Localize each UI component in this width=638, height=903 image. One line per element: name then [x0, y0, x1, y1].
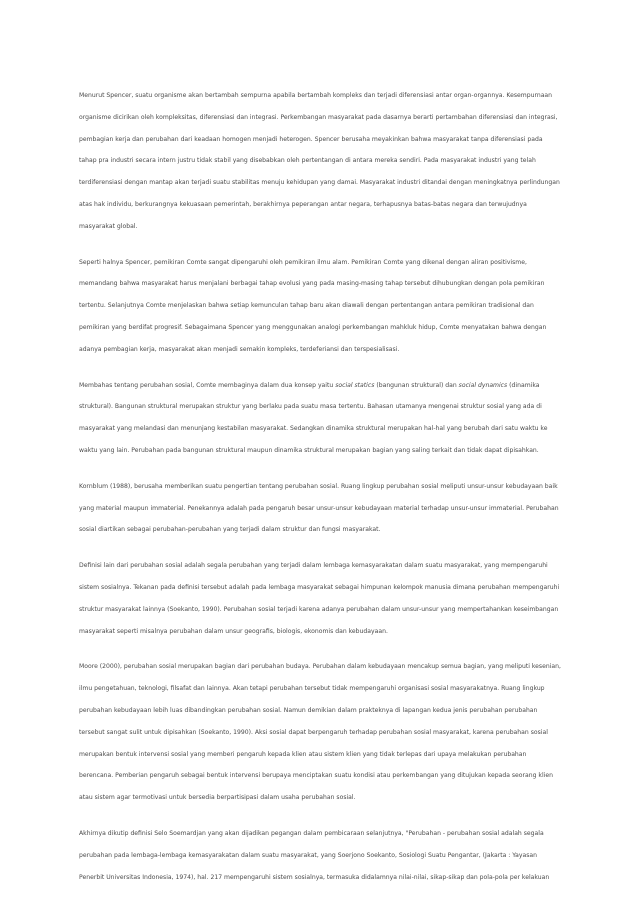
italic-term-social-statics: social statics — [335, 381, 375, 389]
paragraph-social-change-comte — [79, 375, 561, 462]
paragraph-spencer — [79, 85, 561, 238]
paragraph-kornblum — [79, 476, 561, 541]
paragraph-moore — [79, 656, 561, 809]
italic-term-social-dynamics: social dynamics — [458, 381, 508, 389]
paragraph-comte — [79, 252, 561, 361]
paragraph-text: Moore (2000), perubahan sosial merupakan bagian dari perubahan budaya. Perubahan dalam kebudayaan mencakup semua bagian, yang meliputi kesenian, ilmu pengetahuan, teknologi, filsafat dan lainnya. Akan tetapi perubahan tersebut tidak mempengaruhi organisasi sosial masyarakatnya. Ruang lingkup perubahan kebudayaan lebih luas dibandingkan perubahan sosial. Namun demikian dalam prakteknya di lapangan kedua jenis perubahan perubahan tersebut sangat sulit untuk dipisahkan (Soekanto, 1990). Aksi sosial dapat berpengaruh terhadap perubahan sosial masyarakat, karena perubahan sosial merupakan bentuk intervensi sosial yang memberi pengaruh kepada klien atau sistem klien yang tidak terlepas dari upaya melakukan perubahan berencana. Pemberian pengaruh sebagai bentuk intervensi berupaya menciptakan suatu kondisi atau perkembangan yang ditujukan kepada seorang klien atau sistem agar termotivasi untuk bersedia berpartisipasi dalam usaha perubahan sosial. — [79, 663, 561, 802]
paragraph-text: Definisi lain dari perubahan sosial adalah segala perubahan yang terjadi dalam lembaga kemasyarakatan dalam suatu masyarakat, yang mempengaruhi sistem sosialnya. Tekanan pada definisi tersebut adalah pada lembaga masyarakat sebagai himpunan kelompok manusia dimana perubahan mempengaruhi struktur masyarakat lainnya (Soekanto, 1990). Perubahan sosial terjadi karena adanya perubahan dalam unsur-unsur yang mempertahankan keseimbangan masyarakat seperti misalnya perubahan dalam unsur geografis, biologis, ekonomis dan kebudayaan. — [79, 562, 560, 635]
paragraph-text: Menurut Spencer, suatu organisme akan bertambah sempurna apabila bertambah kompleks dan terjadi diferensiasi antar organ-organnya. Kesempurnaan organisme dicirikan oleh kompleksitas, diferensiasi dan integrasi. Perkembangan masyarakat pada dasarnya berarti pertambahan diferensiasi dan integrasi, pembagian kerja dan perubahan dari keadaan homogen menjadi heterogen. Spencer berusaha meyakinkan bahwa masyarakat tanpa diferensiasi pada tahap pra industri secara intern justru tidak stabil yang disebabkan oleh pertentangan di antara mereka sendiri. Pada masyarakat industri yang telah terdiferensiasi dengan mantap akan terjadi suatu stabilitas menuju kehidupan yang damai. Masyarakat industri ditandai dengan meningkatnya perlindungan atas hak individu, berkurangnya kekuasaan pemerintah, berakhirnya peperangan antar negara, terhapusnya batas-batas negara dan terwujudnya masyarakat global. — [79, 92, 560, 230]
paragraph-text: Akhirnya dikutip definisi Selo Soemardjan yang akan dijadikan pegangan dalam pembicaraan selanjutnya, "Perubahan - perubahan sosial adalah segala perubahan pada lembaga-lembaga kemasyarakatan dalam suatu masyarakat, yang Soerjono Soekanto, Sosiologi Suatu Pengantar, (Jakarta : Yayasan Penerbit Universitas Indonesia, 1974), hal. 217 mempengaruhi sistem sosialnya, termasuka didalamnya nilai-nilai, sikap-sikap dan pola-pola per kelakuan — [79, 829, 550, 881]
paragraph-selo-soemardjan — [79, 823, 561, 888]
paragraph-text: (dinamika struktural). Bangunan struktural merupakan struktur yang berlaku pada suatu masa tertentu. Bahasan utamanya mengenai struktur sosial yang ada di masyarakat yang melandasi dan menunjang kestabilan masyarakat. Sedangkan dinamika struktural merupakan hal-hal yang berubah dari satu waktu ke waktu yang lain. Perubahan pada bangunan struktural maupun dinamika struktural merupakan bagian yang saling terkait dan tidak dapat dipisahkan. — [79, 381, 548, 454]
paragraph-text: Seperti halnya Spencer, pemikiran Comte sangat dipengaruhi oleh pemikiran ilmu alam. Pemikiran Comte yang dikenal dengan aliran positivisme, memandang bahwa masyarakat harus menjalani berbagai tahap evolusi yang pada masing-masing tahap tersebut dihubungkan dengan pola pemikiran tertentu. Selanjutnya Comte menjelaskan bahwa setiap kemunculan tahap baru akan diawali dengan pertentangan antara pemikiran tradisional dan pemikiran yang berdifat progresif. Sebagaimana Spencer yang menggunakan analogi perkembangan mahkluk hidup, Comte menyatakan bahwa dengan adanya pembagian kerja, masyarakat akan menjadi semakin kompleks, terdeferiansi dan terspesialisasi. — [79, 258, 547, 353]
document-page — [79, 85, 561, 902]
paragraph-text: Kornblum (1988), berusaha memberikan suatu pengertian tentang perubahan sosial. Ruang lingkup perubahan sosial meliputi unsur-unsur kebudayaan baik yang material maupun immaterial. Penekannya adalah pada pengaruh besar unsur-unsur kebudayaan material terhadap unsur-unsur immaterial. Perubahan sosial diartikan sebagai perubahan-perubahan yang terjadi dalam struktur dan fungsi masyarakat. — [79, 482, 559, 534]
paragraph-definition — [79, 555, 561, 642]
paragraph-text: (bangunan struktural) dan — [374, 381, 459, 389]
paragraph-text: Membahas tentang perubahan sosial, Comte membaginya dalam dua konsep yaitu — [79, 381, 336, 389]
